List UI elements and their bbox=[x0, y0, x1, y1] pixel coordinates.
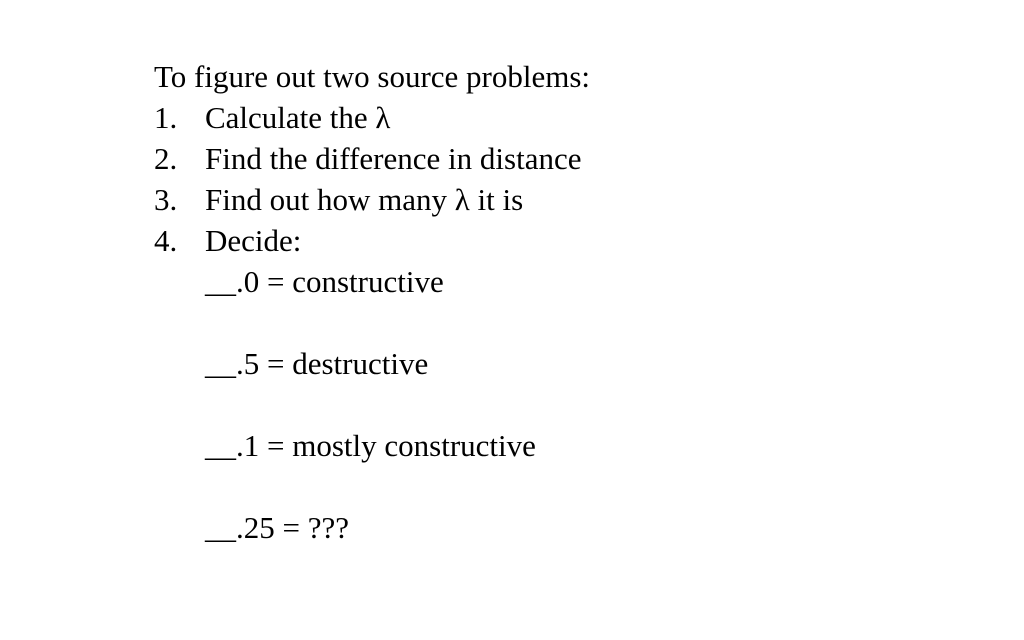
step-number: 2. bbox=[154, 141, 178, 176]
slide-content bbox=[154, 56, 590, 548]
heading: To figure out two source problems: bbox=[154, 59, 591, 94]
step-text: Find the difference in distance bbox=[205, 141, 582, 176]
step-2 bbox=[154, 138, 590, 179]
step-1 bbox=[154, 97, 590, 138]
step-4 bbox=[154, 220, 590, 261]
step-text: Calculate the λ bbox=[205, 100, 391, 135]
step-3 bbox=[154, 179, 590, 220]
step-number: 1. bbox=[154, 100, 178, 135]
rule-mostly-constructive: __.1 = mostly constructive bbox=[205, 428, 536, 463]
step-text: Decide: bbox=[205, 223, 302, 258]
rule-destructive: __.5 = destructive bbox=[205, 346, 429, 381]
spacer bbox=[154, 384, 590, 425]
spacer bbox=[154, 466, 590, 507]
step-number: 3. bbox=[154, 182, 178, 217]
spacer bbox=[154, 302, 590, 343]
rule-constructive: __.0 = constructive bbox=[205, 264, 444, 299]
rule-unknown: __.25 = ??? bbox=[205, 510, 350, 545]
step-number: 4. bbox=[154, 223, 178, 258]
step-text: Find out how many λ it is bbox=[205, 182, 524, 217]
